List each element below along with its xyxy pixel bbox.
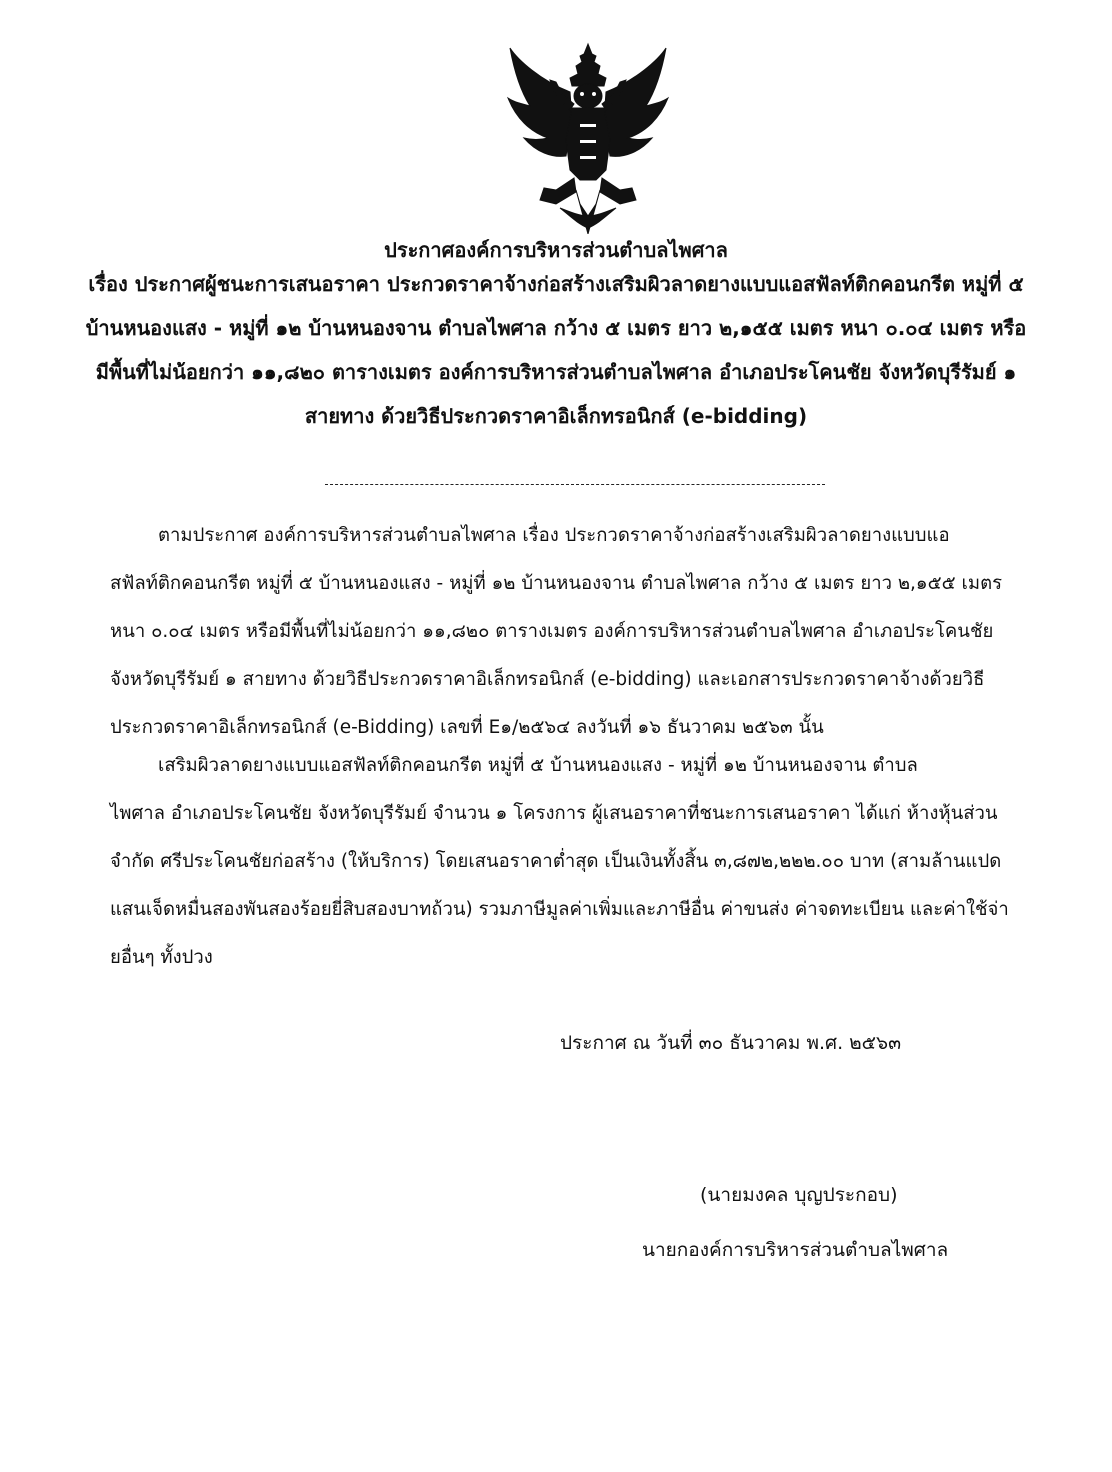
announcement-date: ประกาศ ณ วันที่ ๓๐ ธันวาคม พ.ศ. ๒๕๖๓ — [560, 1032, 902, 1054]
paragraph-line: จังหวัดบุรีรัมย์ ๑ สายทาง ด้วยวิธีประกวดราคาอิเล็กทรอนิกส์ (e-bidding) และเอกสารประกวดราคาจ้างด้วยวิธี — [110, 669, 985, 690]
paragraph-line: ตามประกาศ องค์การบริหารส่วนตำบลไพศาล เรื่อง ประกวดราคาจ้างก่อสร้างเสริมผิวลาดยางแบบแอ — [158, 525, 950, 546]
paragraph-reference — [110, 512, 1090, 752]
paragraph-line: จำกัด ศรีประโคนชัยก่อสร้าง (ให้บริการ) โดยเสนอราคาต่ำสุด เป็นเงินทั้งสิ้น ๓,๘๗๒,๒๒๒.๐๐ บาท (สามล้านแปด — [110, 851, 1002, 872]
subject-line: มีพื้นที่ไม่น้อยกว่า ๑๑,๘๒๐ ตารางเมตร องค์การบริหารส่วนตำบลไพศาล อำเภอประโคนชัย จังหวัดบุรีรัมย์ ๑ — [95, 360, 1017, 384]
garuda-emblem-icon — [500, 40, 676, 234]
paragraph-line: หนา ๐.๐๔ เมตร หรือมีพื้นที่ไม่น้อยกว่า ๑๑,๘๒๐ ตารางเมตร องค์การบริหารส่วนตำบลไพศาล อำเภอประโคนชัย — [110, 621, 994, 642]
paragraph-line: เสริมผิวลาดยางแบบแอสฟัลท์ติกคอนกรีต หมู่ที่ ๕ บ้านหนองแสง - หมู่ที่ ๑๒ บ้านหนองจาน ตำบล — [158, 755, 918, 776]
subject-line: เรื่อง ประกาศผู้ชนะการเสนอราคา ประกวดราคาจ้างก่อสร้างเสริมผิวลาดยางแบบแอสฟัลท์ติกคอนกรีต หมู่ที่ ๕ — [88, 272, 1024, 296]
paragraph-line: สฟัลท์ติกคอนกรีต หมู่ที่ ๕ บ้านหนองแสง - หมู่ที่ ๑๒ บ้านหนองจาน ตำบลไพศาล กว้าง ๕ เมตร ยาว ๒,๑๕๕ เมตร — [110, 573, 1003, 594]
paragraph-line: ยอื่นๆ ทั้งปวง — [110, 947, 213, 968]
signer-title: นายกองค์การบริหารส่วนตำบลไพศาล — [642, 1239, 949, 1261]
paragraph-line: แสนเจ็ดหมื่นสองพันสองร้อยยี่สิบสองบาทถ้วน) รวมภาษีมูลค่าเพิ่มและภาษีอื่น ค่าขนส่ง ค่าจดทะเบียน และค่าใช้จ่า — [110, 899, 1009, 920]
announcement-subject — [40, 262, 1072, 438]
signer-name: (นายมงคล บุญประกอบ) — [700, 1184, 898, 1206]
paragraph-winner — [110, 742, 1090, 982]
paragraph-line: ไพศาล อำเภอประโคนชัย จังหวัดบุรีรัมย์ จำนวน ๑ โครงการ ผู้เสนอราคาที่ชนะการเสนอราคา ได้แก่ ห้างหุ้นส่วน — [110, 803, 998, 824]
dashed-divider — [325, 484, 825, 485]
subject-line: สายทาง ด้วยวิธีประกวดราคาอิเล็กทรอนิกส์ (e-bidding) — [304, 404, 808, 428]
subject-line: บ้านหนองแสง - หมู่ที่ ๑๒ บ้านหนองจาน ตำบลไพศาล กว้าง ๕ เมตร ยาว ๒,๑๕๕ เมตร หนา ๐.๐๔ เมตร หรือ — [85, 316, 1027, 340]
paragraph-line: ประกวดราคาอิเล็กทรอนิกส์ (e-Bidding) เลขที่ E๑/๒๕๖๔ ลงวันที่ ๑๖ ธันวาคม ๒๕๖๓ นั้น — [110, 717, 824, 738]
announcement-title: ประกาศองค์การบริหารส่วนตำบลไพศาล — [384, 238, 728, 262]
